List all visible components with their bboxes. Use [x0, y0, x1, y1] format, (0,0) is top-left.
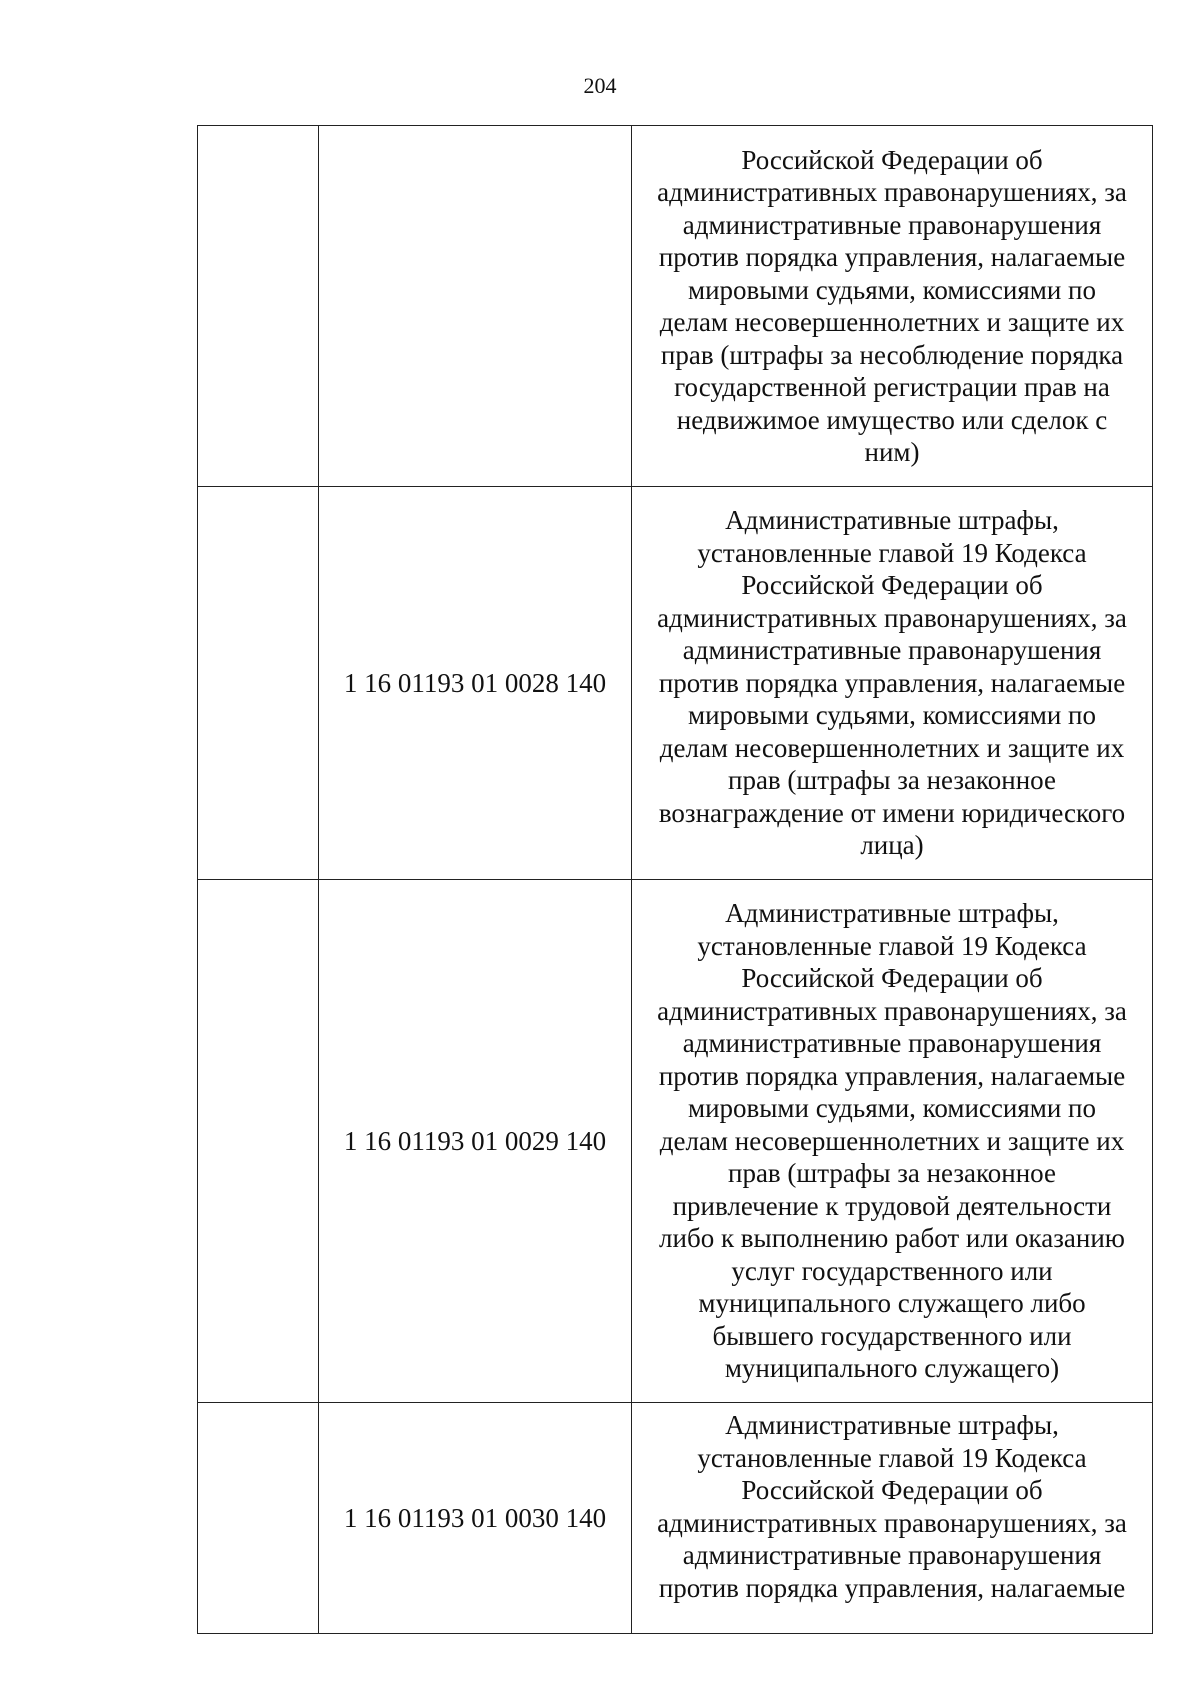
code-cell: 1 16 01193 01 0029 140: [319, 880, 632, 1403]
description-line: против порядка управления, налагаемые: [658, 1572, 1126, 1603]
table-row: [198, 1403, 1153, 1634]
description-line: против порядка управления, налагаемые: [658, 242, 1126, 272]
description-cell: [632, 126, 1153, 487]
description-line: установленные главой 19 Кодекса: [697, 537, 1087, 568]
description-line: прав (штрафы за незаконное: [728, 1158, 1056, 1189]
description-line: вознаграждение от имени юридического: [658, 797, 1126, 828]
description-line: административных правонарушениях, за: [657, 995, 1127, 1026]
page-number: 204: [583, 73, 617, 98]
table-row: [198, 880, 1153, 1403]
description-cell: [632, 487, 1153, 880]
table-row: [198, 487, 1153, 880]
description-line: административные правонарушения: [682, 1540, 1102, 1570]
description-line: делам несовершеннолетних и защите их: [659, 307, 1125, 337]
description-line: делам несовершеннолетних и защите их: [659, 1125, 1125, 1156]
description-line: делам несовершеннолетних и защите их: [659, 732, 1125, 763]
budget-codes-table: [197, 125, 1153, 1634]
code-cell: 1 16 01193 01 0028 140: [319, 487, 632, 880]
description-line: муниципального служащего либо: [698, 1288, 1086, 1319]
description-line: Российской Федерации об: [741, 963, 1043, 994]
description-line: установленные главой 19 Кодекса: [697, 1442, 1087, 1473]
description-line: Российской Федерации об: [741, 570, 1043, 601]
empty-cell: [198, 126, 319, 487]
description-line: недвижимое имущество или сделок с: [676, 404, 1108, 435]
description-line: административные правонарушения: [682, 1028, 1102, 1059]
description-cell: [632, 1403, 1153, 1634]
description-line: против порядка управления, налагаемые: [658, 1060, 1126, 1091]
description-line: прав (штрафы за несоблюдение порядка: [660, 339, 1124, 370]
description-line: мировыми судьями, комиссиями по: [688, 700, 1096, 731]
description-line: привлечение к трудовой деятельности: [672, 1190, 1112, 1221]
description-line: бывшего государственного или: [712, 1320, 1072, 1351]
description-line: административных правонарушениях, за: [657, 1507, 1127, 1538]
description-line: услуг государственного или: [731, 1255, 1053, 1286]
empty-cell: [198, 1403, 319, 1634]
code-cell: 1 16 01193 01 0030 140: [319, 1403, 632, 1634]
description-line: административных правонарушениях, за: [657, 177, 1127, 207]
description-line: административных правонарушениях, за: [657, 602, 1127, 633]
description-line: муниципального служащего): [724, 1353, 1060, 1384]
description-line: либо к выполнению работ или оказанию: [659, 1223, 1125, 1254]
description-line: административные правонарушения: [682, 209, 1102, 240]
description-line: ним): [864, 437, 920, 467]
description-line: Административные штрафы,: [725, 898, 1059, 929]
description-line: мировыми судьями, комиссиями по: [688, 1093, 1096, 1124]
empty-cell: [198, 880, 319, 1403]
description-line: административные правонарушения: [682, 635, 1102, 666]
description-line: мировыми судьями, комиссиями по: [688, 274, 1096, 305]
description-line: против порядка управления, налагаемые: [658, 667, 1126, 698]
table-row: [198, 126, 1153, 487]
description-line: Российской Федерации об: [741, 1475, 1043, 1505]
empty-cell: [198, 487, 319, 880]
description-line: Российской Федерации об: [741, 144, 1043, 175]
description-line: Административные штрафы,: [725, 505, 1059, 536]
description-line: установленные главой 19 Кодекса: [697, 930, 1087, 961]
description-line: Административные штрафы,: [725, 1410, 1059, 1440]
description-line: прав (штрафы за незаконное: [728, 765, 1056, 796]
code-cell: [319, 126, 632, 487]
description-line: лица): [860, 830, 924, 861]
description-line: государственной регистрации прав на: [674, 372, 1110, 402]
description-cell: [632, 880, 1153, 1403]
